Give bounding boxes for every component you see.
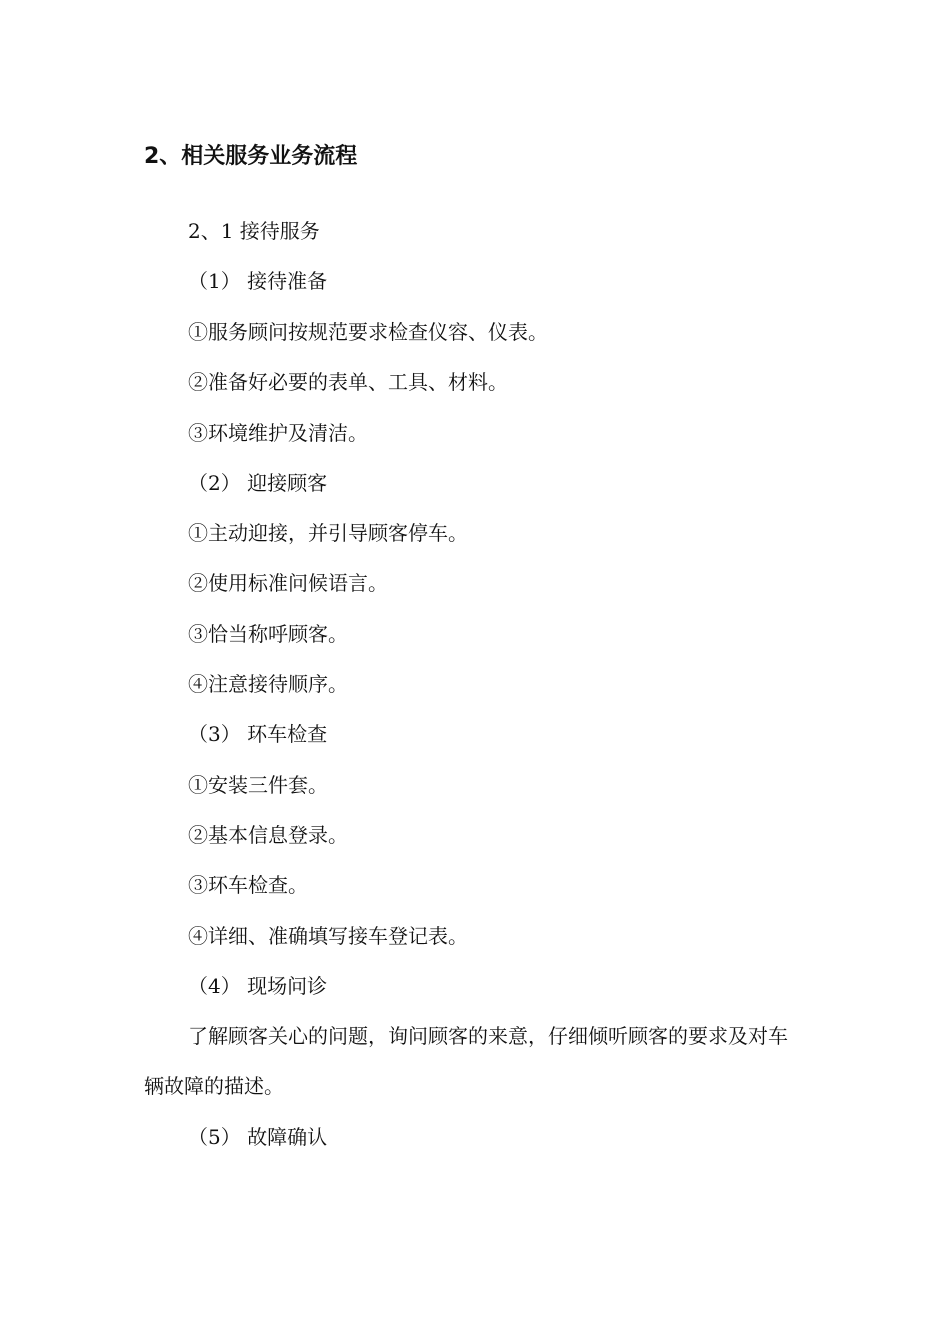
step-heading-greet-customer: （2） 迎接顾客 — [188, 471, 328, 495]
list-item: ①服务顾问按规范要求检查仪容、仪表。 — [188, 320, 548, 344]
list-item: ②基本信息登录。 — [188, 823, 348, 847]
list-item: ④注意接待顺序。 — [188, 672, 348, 696]
step-heading-onsite-consultation: （4） 现场问诊 — [188, 974, 328, 998]
list-item: ③环境维护及清洁。 — [188, 421, 368, 445]
list-item: ①主动迎接，并引导顾客停车。 — [188, 521, 468, 545]
subsection-title: 2、1 接待服务 — [188, 219, 320, 243]
list-item: ①安装三件套。 — [188, 773, 328, 797]
step-heading-vehicle-inspection: （3） 环车检查 — [188, 722, 328, 746]
list-item: ③恰当称呼顾客。 — [188, 622, 348, 646]
paragraph-line: 了解顾客关心的问题，询问顾客的来意，仔细倾听顾客的要求及对车 — [188, 1024, 788, 1048]
list-item: ②准备好必要的表单、工具、材料。 — [188, 370, 508, 394]
section-heading: 2、相关服务业务流程 — [144, 144, 358, 169]
step-heading-reception-prep: （1） 接待准备 — [188, 269, 328, 293]
step-heading-fault-confirmation: （5） 故障确认 — [188, 1125, 328, 1149]
paragraph-line: 辆故障的描述。 — [144, 1074, 284, 1098]
list-item: ④详细、准确填写接车登记表。 — [188, 924, 468, 948]
list-item: ③环车检查。 — [188, 873, 308, 897]
list-item: ②使用标准问候语言。 — [188, 571, 388, 595]
